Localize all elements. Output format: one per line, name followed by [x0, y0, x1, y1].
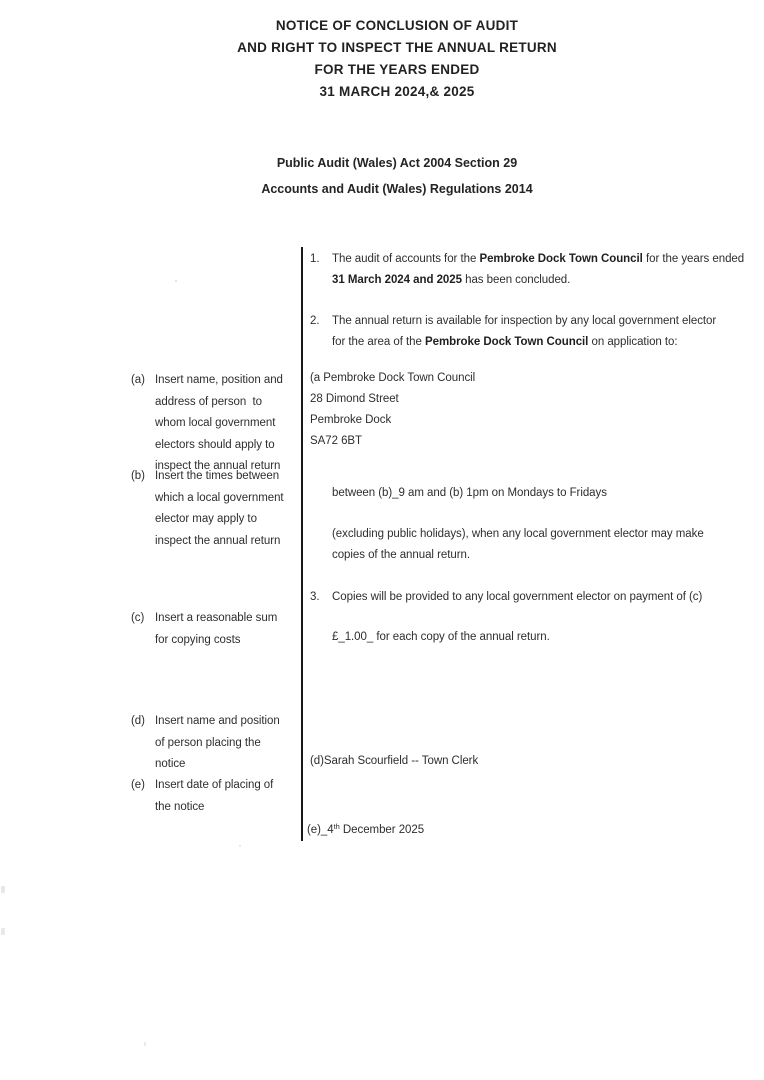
margin-note-e: [131, 775, 273, 818]
response-signed: (d)Sarah Scourfield -- Town Clerk: [310, 755, 479, 767]
address-line: 28 Dimond Street: [310, 393, 399, 405]
margin-note-text: Insert a reasonable sum for copying costs: [155, 612, 278, 646]
response-date: (e)_4th December 2025: [307, 822, 425, 836]
address-line: (a Pembroke Dock Town Council: [310, 372, 476, 384]
numbered-item-3: [310, 587, 702, 608]
document-title-line: AND RIGHT TO INSPECT THE ANNUAL RETURN: [237, 40, 557, 55]
scan-artifact: [144, 1042, 146, 1046]
margin-note-text: Insert date of placing of the notice: [155, 779, 274, 813]
numbered-item-1: [310, 249, 764, 291]
item-number: 1.: [310, 253, 320, 265]
statute-line: Public Audit (Wales) Act 2004 Section 29: [276, 156, 518, 170]
margin-note-key: (d): [131, 715, 145, 727]
margin-note-d: [131, 711, 280, 776]
statute-line: Accounts and Audit (Wales) Regulations 2014: [261, 182, 533, 196]
document-title-line: 31 MARCH 2024,& 2025: [319, 84, 475, 99]
scan-artifact: [1, 886, 5, 893]
item-text: The annual return is available for inspection by any local government elector for the area of the Pembroke Dock Town Council on application to:: [332, 315, 717, 348]
scan-artifact: [175, 280, 177, 282]
response-excluding: (excluding public holidays), when any local government elector may make copies of the annual return.: [332, 528, 704, 561]
margin-note-key: (b): [131, 470, 145, 482]
document-title: [30, 15, 764, 103]
margin-note-c: [131, 608, 277, 651]
margin-note-text: Insert the times between which a local government elector may apply to inspect the annual return: [155, 470, 284, 547]
response-times: between (b)_9 am and (b) 1pm on Mondays to Fridays: [332, 487, 607, 499]
margin-note-key: (a): [131, 374, 145, 386]
margin-note-text: Insert name and position of person placing the notice: [155, 715, 280, 770]
scan-artifact: [1, 928, 5, 935]
date-superscript: th: [333, 822, 340, 831]
item-text: The audit of accounts for the Pembroke Dock Town Council for the years ended 31 March 2024 and 2025 has been concluded.: [332, 253, 745, 286]
column-divider-line: [301, 247, 303, 841]
margin-note-b: [131, 466, 284, 552]
address-line: Pembroke Dock: [310, 414, 392, 426]
scan-artifact: [239, 845, 241, 847]
response-fee: £_1.00_ for each copy of the annual return.: [332, 631, 550, 643]
item-number: 2.: [310, 315, 320, 327]
document-title-line: NOTICE OF CONCLUSION OF AUDIT: [275, 18, 519, 33]
margin-note-key: (c): [131, 612, 145, 624]
document-title-line: FOR THE YEARS ENDED: [314, 62, 480, 77]
numbered-item-2: [310, 311, 764, 353]
statute-subtitle: [30, 150, 764, 202]
address-line: SA72 6BT: [310, 435, 363, 447]
item-text: Copies will be provided to any local government elector on payment of (c): [332, 591, 703, 603]
margin-note-key: (e): [131, 779, 145, 791]
margin-note-text: Insert name, position and address of person to whom local government electors should apply to inspect the annual return: [155, 374, 283, 472]
response-address: [310, 368, 475, 452]
margin-note-a: [131, 370, 283, 478]
item-number: 3.: [310, 591, 320, 603]
